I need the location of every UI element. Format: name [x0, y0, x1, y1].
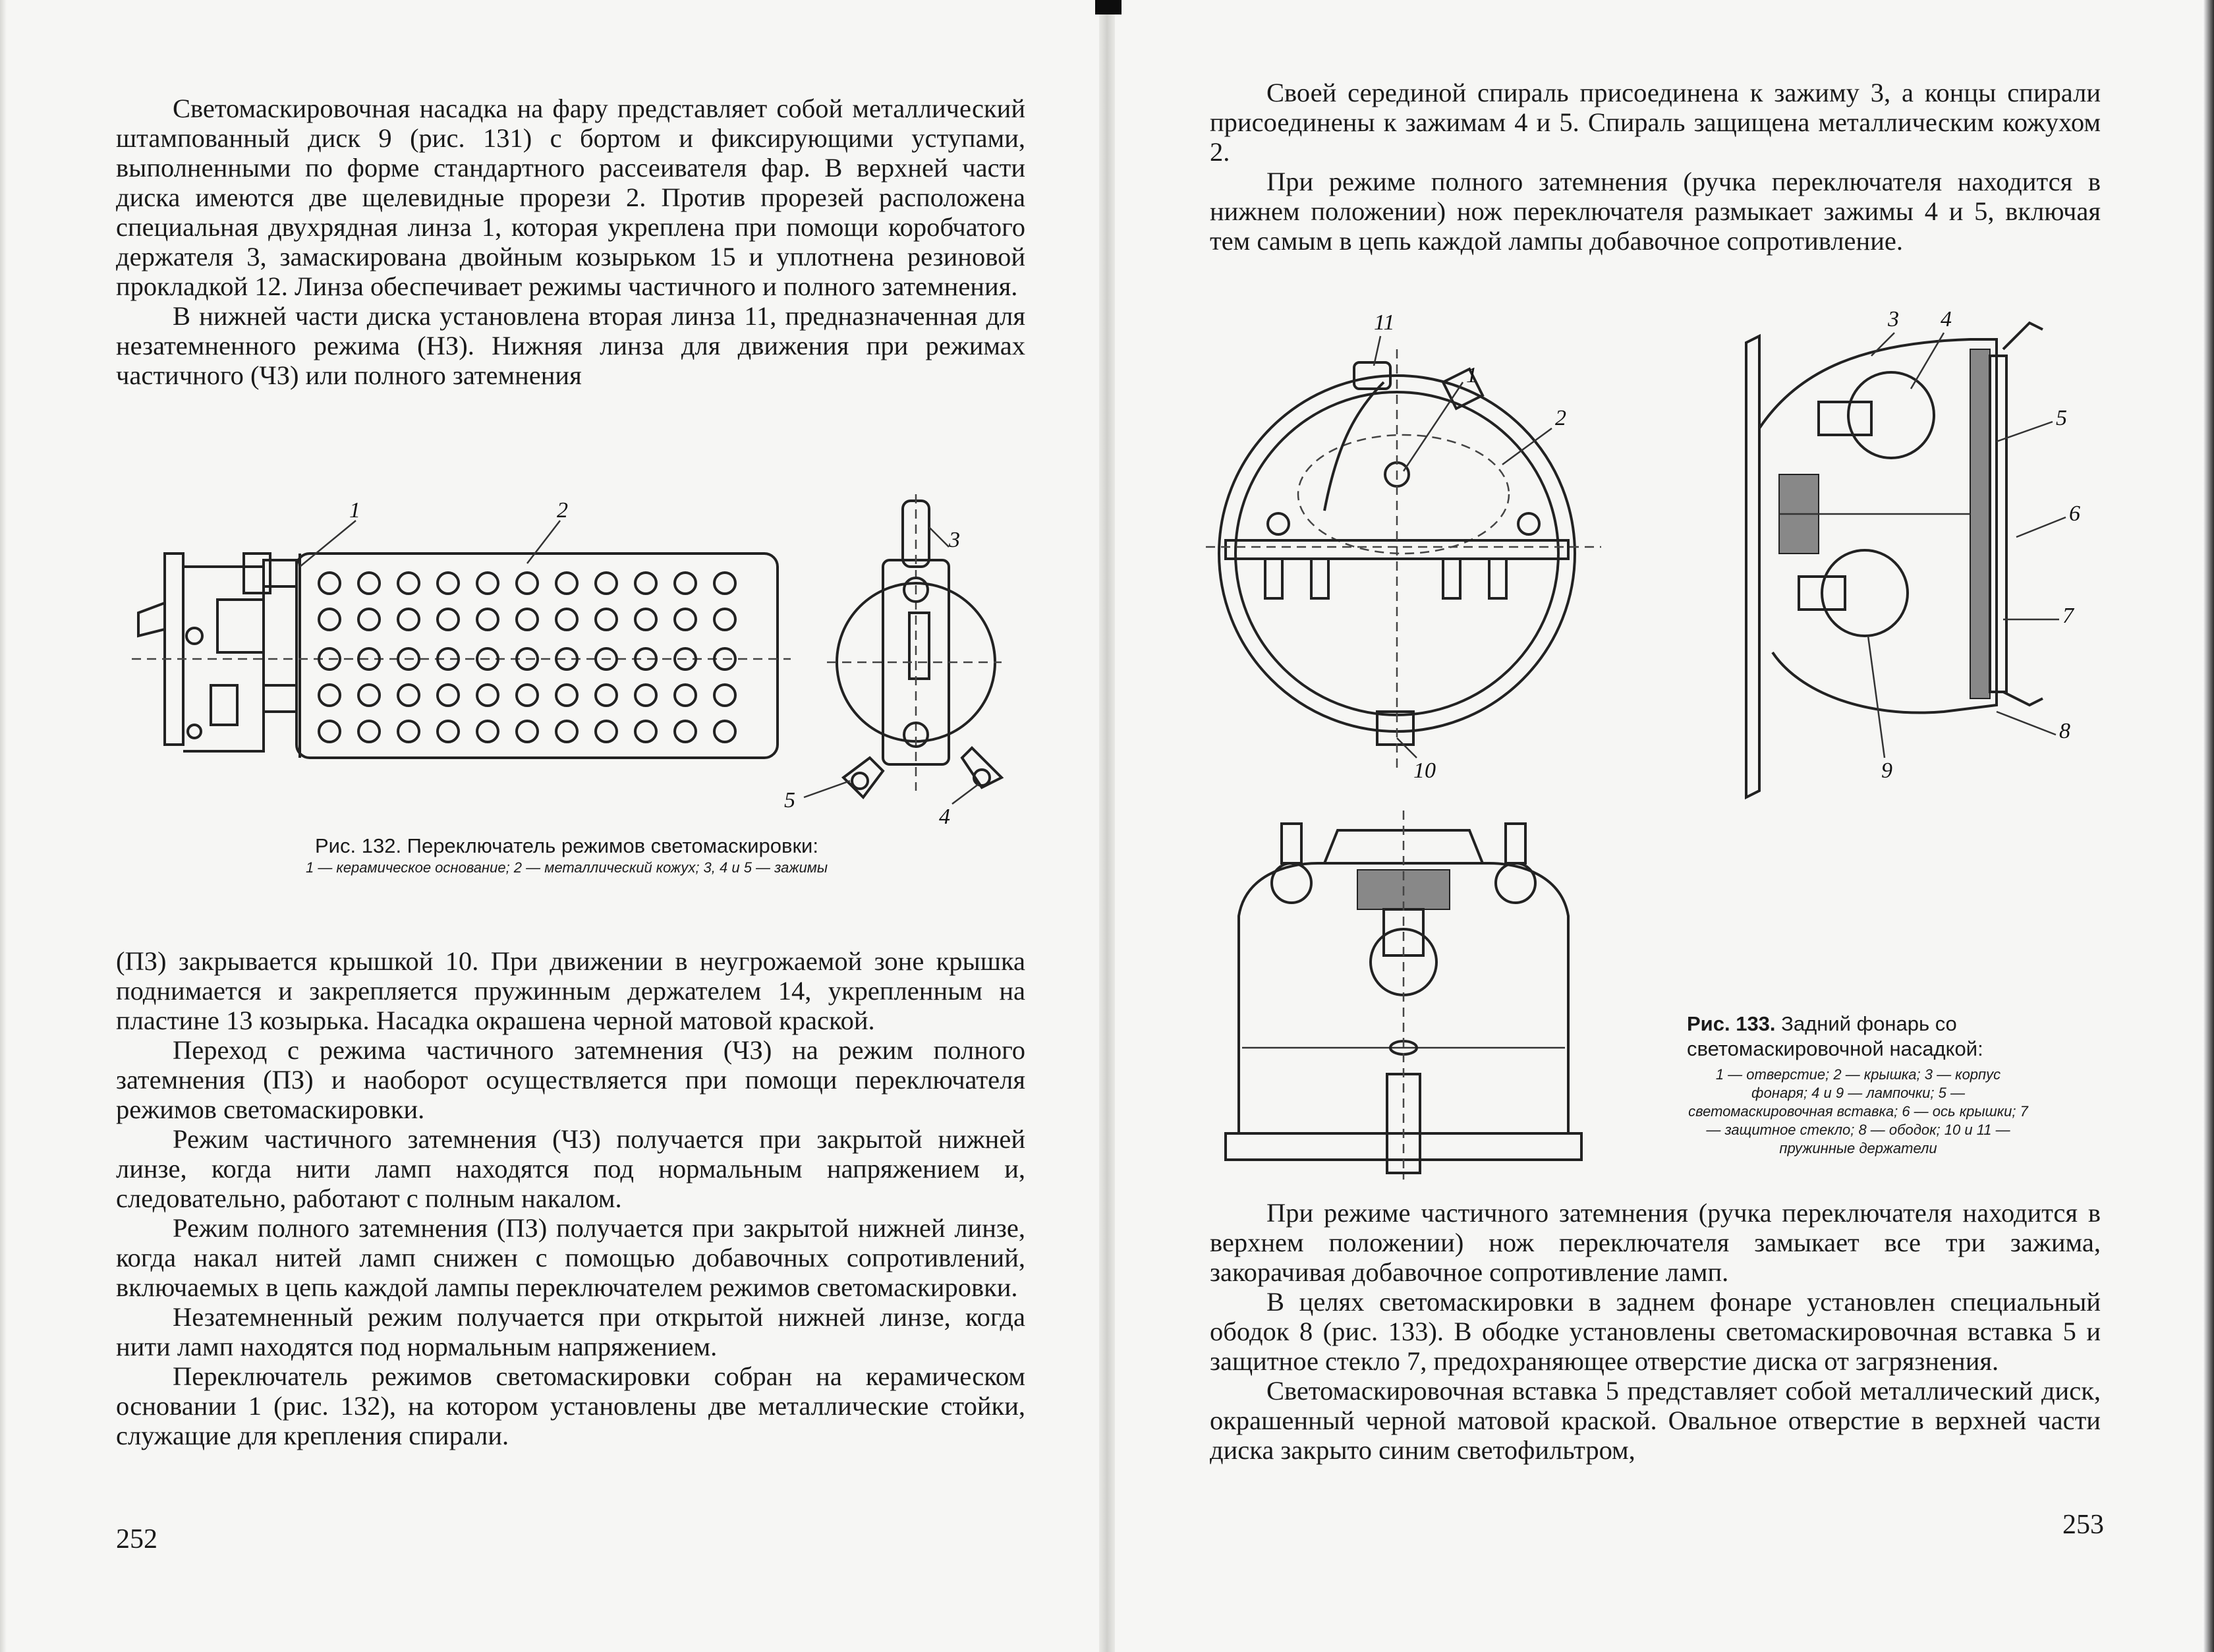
fig133-label-6: 6 — [2069, 501, 2080, 526]
fig132-label-2: 2 — [557, 498, 568, 523]
figure-132-caption — [132, 834, 1002, 877]
paragraph: Режим полного затемнения (ПЗ) получается при закрытой нижней линзе, когда накал нитей ламп снижен с помощью добавочных сопротивлений, включаемых в цепь каждой лампы переключателем режимов светомаскировки. — [116, 1213, 1025, 1302]
figure-133-number: Рис. 133. — [1687, 1012, 1776, 1035]
figure-132-title: Рис. 132. Переключатель режимов светомаскировки: — [315, 834, 818, 857]
paragraph: Своей серединой спираль присоединена к зажиму 3, а концы спирали присоединены к зажимам 4 и 5. Спираль защищена металлическим кожухом 2. — [1210, 78, 2101, 167]
fig133-label-11: 11 — [1374, 310, 1395, 335]
fig132-label-1: 1 — [349, 498, 360, 523]
paragraph: При режиме полного затемнения (ручка переключателя находится в нижнем положении) нож переключателя размыкает зажимы 4 и 5, включая тем самым в цепь каждой лампы добавочное сопротивление. — [1210, 167, 2101, 256]
fig133-label-7: 7 — [2062, 604, 2074, 628]
switch-side-view — [132, 554, 791, 758]
fig133-label-3: 3 — [1888, 307, 1899, 331]
fig133-label-1: 1 — [1466, 363, 1477, 387]
right-text-bottom — [1210, 1198, 2101, 1465]
paragraph: Переключатель режимов светомаскировки собран на керамическом основании 1 (рис. 132), на котором установлены две металлические стойки, служащие для крепления спирали. — [116, 1361, 1025, 1450]
right-text-top — [1210, 78, 2101, 256]
fig133-label-4: 4 — [1941, 307, 1952, 331]
fig132-label-4: 4 — [939, 805, 950, 829]
figure-132-drawing — [132, 488, 988, 830]
paragraph: В нижней части диска установлена вторая линза 11, предназначенная для незатемненного режима (НЗ). Нижняя линза для движения при режимах частичного (ЧЗ) или полного затемнения — [116, 301, 1025, 390]
lamp-front-view — [1206, 349, 1601, 771]
cylinder-holes — [319, 573, 735, 742]
paragraph: В целях светомаскировки в заднем фонаре установлен специальный ободок 8 (рис. 133). В ободке установлены светомаскировочная вставка 5 и защитное стекло 7, предохраняющее отверстие диска от загрязнения. — [1210, 1287, 2101, 1376]
fig133-label-10: 10 — [1413, 758, 1436, 783]
figure-132-legend: 1 — керамическое основание; 2 — металлический кожух; 3, 4 и 5 — зажимы — [305, 859, 828, 876]
left-text-bottom — [116, 946, 1025, 1450]
paragraph: Режим частичного затемнения (ЧЗ) получается при закрытой нижней линзе, когда нити ламп находятся под нормальным напряжением и, следовательно, работают с полным накалом. — [116, 1124, 1025, 1213]
paragraph: Переход с режима частичного затемнения (ЧЗ) на режим полного затемнения (ПЗ) и наоборот осуществляется при помощи переключателя режимов светомаскировки. — [116, 1035, 1025, 1124]
fig132-label-5: 5 — [784, 788, 795, 812]
paragraph: Светомаскировочная вставка 5 представляет собой металлический диск, окрашенный черной матовой краской. Овальное отверстие в верхней части диска закрыто синим светофильтром, — [1210, 1376, 2101, 1465]
figure-133-legend: 1 — отверстие; 2 — крышка; 3 — корпус фонаря; 4 и 9 — лампочки; 5 — светомаскировочная вставка; 6 — ось крышки; 7 — защитное стекло; 8 — ободок; 10 и 11 — пружинные держатели — [1688, 1066, 2028, 1156]
page-number-left: 252 — [116, 1524, 157, 1554]
page-number-right: 253 — [2062, 1510, 2104, 1540]
paragraph: При режиме частичного затемнения (ручка переключателя находится в верхнем положении) нож переключателя замыкает все три зажима, закорачивая добавочное сопротивление ламп. — [1210, 1198, 2101, 1287]
fig132-label-3: 3 — [949, 528, 960, 552]
fig133-label-5: 5 — [2056, 406, 2067, 430]
figure-133-caption — [1687, 1011, 2030, 1158]
fig133-label-9: 9 — [1881, 758, 1892, 783]
paragraph: Светомаскировочная насадка на фару представляет собой металлический штампованный диск 9 (рис. 131) с бортом и фиксирующими уступами, выполненными по форме стандартного рассеивателя фар. В верхней части диска имеются две щелевидные прорези 2. Против прорезей расположена специальная двухрядная линза 1, которая укреплена при помощи коробчатого держателя 3, замаскирована двойным козырьком 15 и уплотнена резиновой прокладкой 12. Линза обеспечивает режимы частичного и полного затемнения. — [116, 94, 1025, 301]
switch-front-view — [827, 494, 1002, 797]
left-text-top — [116, 94, 1025, 390]
lamp-bottom-view — [1226, 811, 1581, 1180]
paragraph: Незатемненный режим получается при открытой нижней линзе, когда нити ламп находятся под нормальным напряжением. — [116, 1302, 1025, 1361]
page-edge-left — [0, 0, 7, 1652]
gutter-shadow — [1095, 0, 1121, 14]
lamp-side-section — [1746, 323, 2043, 797]
fig133-label-2: 2 — [1555, 406, 1566, 430]
fig133-label-8: 8 — [2059, 719, 2070, 743]
figure-133-title: Задний фонарь со светомаскировочной насадкой: — [1687, 1012, 1983, 1060]
paragraph: (ПЗ) закрывается крышкой 10. При движении в неугрожаемой зоне крышка поднимается и закрепляется пружинным держателем 14, укрепленным на пластине 13 козырька. Насадка окрашена черной матовой краской. — [116, 946, 1025, 1035]
page-edge-right — [2203, 0, 2214, 1652]
book-gutter — [1099, 0, 1115, 1652]
